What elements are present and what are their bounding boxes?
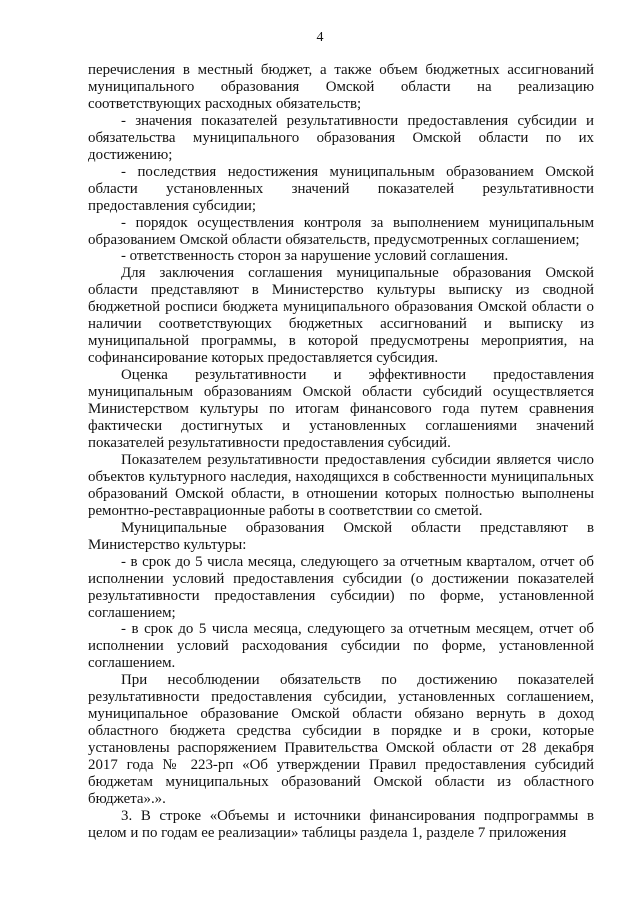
paragraph: При несоблюдении обязательств по достижению показателей результативности предоставления субсидии, установленных соглашением, муниципальное образование Омской области обязано вернуть в доход областного бюджета средства субсидии в порядке и в сроки, которые установлены распоряжением Правительства Омской области от 28 декабря 2017 года № 223-рп «Об утверждении Правил предоставления субсидий бюджетам муниципальных образований Омской области из областного бюджета».».	[88, 672, 594, 807]
list-item: - порядок осуществления контроля за выполнением муниципальным образованием Омской области обязательств, предусмотренных соглашением;	[88, 214, 594, 248]
page-number: 4	[316, 30, 324, 45]
paragraph: перечисления в местный бюджет, а также объем бюджетных ассигнований муниципального образования Омской области на реализацию соответствующих расходных обязательств;	[88, 62, 594, 112]
paragraph: 3. В строке «Объемы и источники финансирования подпрограммы в целом и по годам ее реализации» таблицы раздела 1, разделе 7 приложения	[88, 807, 594, 841]
list-item: - ответственность сторон за нарушение условий соглашения.	[121, 248, 509, 265]
list-item: - в срок до 5 числа месяца, следующего за отчетным месяцем, отчет об исполнении условий расходования субсидии по форме, установленной соглашением.	[88, 621, 594, 672]
list-item: - последствия недостижения муниципальным образованием Омской области установленных значений показателей результативности предоставления субсидии;	[88, 163, 594, 214]
paragraph: Муниципальные образования Омской области представляют в Министерство культуры:	[88, 519, 594, 553]
paragraph: Оценка результативности и эффективности предоставления муниципальным образованиям Омской области субсидий осуществляется Министерством культуры по итогам финансового года путем сравнения фактически достигнутых и установленных соглашениями значений показателей результативности предоставления субсидий.	[88, 367, 594, 451]
document-body	[88, 62, 594, 842]
paragraph: Показателем результативности предоставления субсидии является число объектов культурного наследия, находящихся в собственности муниципальных образований Омской области, в отношении которых полностью выполнены ремонтно-реставрационные работы в соответствии со сметой.	[88, 451, 594, 519]
paragraph: Для заключения соглашения муниципальные образования Омской области представляют в Министерство культуры выписку из сводной бюджетной росписи бюджета муниципального образования Омской области о наличии соответствующих бюджетных ассигнований и выписку из муниципальной программы, в которой предусмотрены мероприятия, на софинансирование которых предоставляется субсидия.	[88, 265, 594, 367]
list-item: - значения показателей результативности предоставления субсидии и обязательства муниципального образования Омской области по их достижению;	[88, 112, 594, 163]
list-item: - в срок до 5 числа месяца, следующего за отчетным кварталом, отчет об исполнении условий предоставления субсидии (о достижении показателей результативности предоставления субсидии) по форме, установленной соглашением;	[88, 553, 594, 621]
